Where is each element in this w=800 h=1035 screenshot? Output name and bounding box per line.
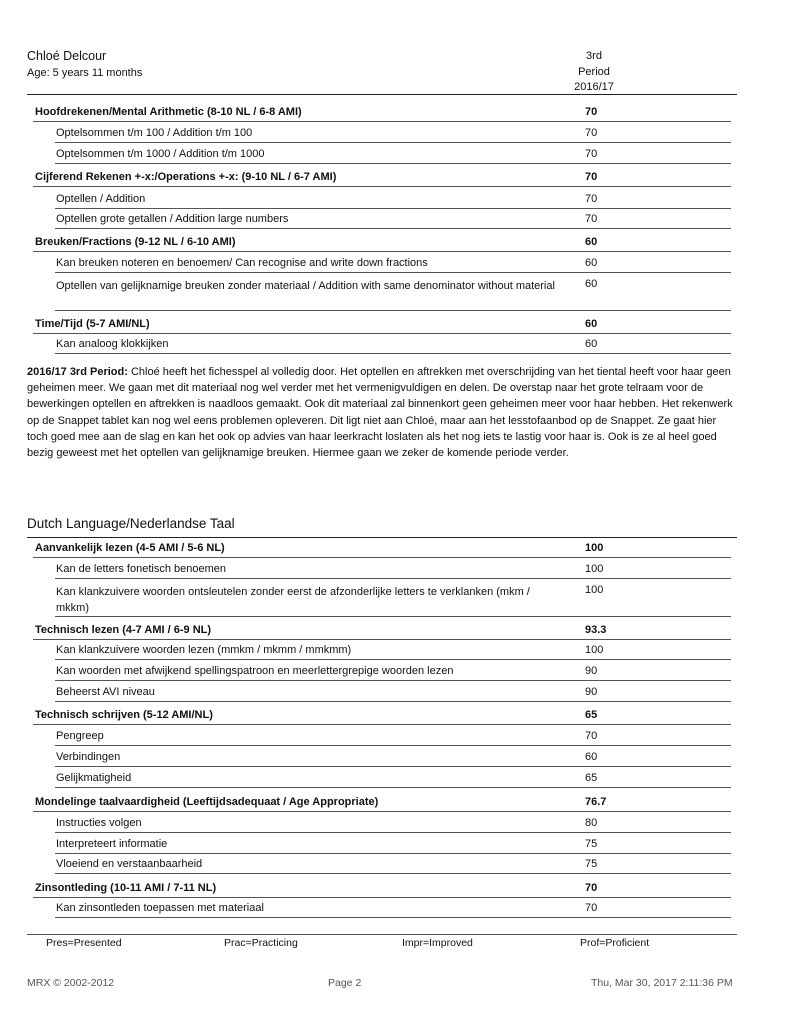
category-label: Aanvankelijk lezen (4-5 AMI / 5-6 NL) <box>35 542 225 554</box>
category-label: Technisch schrijven (5-12 AMI/NL) <box>35 709 213 721</box>
skill-score: 75 <box>585 838 598 850</box>
category-label: Cijferend Rekenen +-x:/Operations +-x: (9-10 NL / 6-7 AMI) <box>35 171 337 183</box>
skill-label: Kan klankzuivere woorden ontsleutelen zonder eerst de afzonderlijke letters te verklanken (mkm / mkkm) <box>56 586 530 614</box>
section-title-dutch: Dutch Language/Nederlandse Taal <box>27 516 235 531</box>
footer-timestamp: Thu, Mar 30, 2017 2:11:36 PM <box>591 977 733 989</box>
header-divider <box>27 94 737 95</box>
skill-label: Optelsommen t/m 1000 / Addition t/m 1000 <box>56 148 265 160</box>
legend-improved: Impr=Improved <box>402 937 473 949</box>
row-underline <box>55 853 731 854</box>
row-underline <box>33 186 731 187</box>
skill-score: 100 <box>585 584 604 596</box>
skill-score: 75 <box>585 858 598 870</box>
skill-label: Verbindingen <box>56 751 121 763</box>
category-score: 60 <box>585 236 598 248</box>
skill-score: 100 <box>585 644 604 656</box>
row-underline <box>55 873 731 874</box>
comment-text: Chloé heeft het fichesspel al volledig door. Het optellen en aftrekken met overschrijding van het tiental heeft voor haar geen geheimen meer. We gaan met dit materiaal nog wel verder met het vermenigvuldigen en delen. De overstap naar het grote telraam voor de bewerkingen optellen en aftrekken is naadloos gemaakt. Ook dit materiaal zal binnenkort geen geheimen meer voor haar hebben. Het rekenwerk op de Snappet tablet kan nog wel eens problemen opleveren. Dit ligt niet aan Chloé, maar aan het lesstofaanbod op de Snappet. Ze gaat hier toch goed mee aan de slag en kan het ook op advies van haar leerkracht loslaten als het nog iets te lastig voor haar is. Ook is ze al heel goed bezig geweest met het optellen van gelijknamige breuken. Hiermee gaan we zeker de komende periode verder. <box>27 366 733 460</box>
legend-proficient: Prof=Proficient <box>580 937 650 949</box>
skill-score: 90 <box>585 665 598 677</box>
skill-label: Gelijkmatigheid <box>56 772 132 784</box>
row-underline <box>55 787 731 788</box>
category-score: 65 <box>585 709 598 721</box>
category-label: Time/Tijd (5-7 AMI/NL) <box>35 318 150 330</box>
category-label: Zinsontleding (10-11 AMI / 7-11 NL) <box>35 882 217 894</box>
row-underline <box>33 251 731 252</box>
category-label: Breuken/Fractions (9-12 NL / 6-10 AMI) <box>35 236 236 248</box>
category-score: 60 <box>585 318 598 330</box>
row-underline <box>33 557 731 558</box>
skill-score: 70 <box>585 730 598 742</box>
legend-presented: Pres=Presented <box>46 937 122 949</box>
skill-label: Optellen van gelijknamige breuken zonder materiaal / Addition with same denominator without material <box>56 280 555 292</box>
skill-score: 60 <box>585 338 598 350</box>
skill-label: Kan breuken noteren en benoemen/ Can recognise and write down fractions <box>56 257 428 269</box>
skill-score: 70 <box>585 902 598 914</box>
row-underline <box>33 897 731 898</box>
student-age: Age: 5 years 11 months <box>27 67 143 79</box>
legend-divider <box>27 934 737 935</box>
skill-label: Optelsommen t/m 100 / Addition t/m 100 <box>56 127 253 139</box>
skill-score: 70 <box>585 127 598 139</box>
row-underline <box>55 353 731 354</box>
category-label: Mondelinge taalvaardigheid (Leeftijdsadequaat / Age Appropriate) <box>35 796 379 808</box>
row-underline <box>33 639 731 640</box>
period-header <box>555 49 633 96</box>
row-underline <box>55 578 731 579</box>
category-score: 76.7 <box>585 796 607 808</box>
skill-label: Kan analoog klokkijken <box>56 338 169 350</box>
comment-prefix: 2016/17 3rd Period: <box>27 366 128 378</box>
row-underline <box>33 811 731 812</box>
skill-label: Pengreep <box>56 730 104 742</box>
skill-score: 80 <box>585 817 598 829</box>
skill-score: 60 <box>585 751 598 763</box>
skill-score: 65 <box>585 772 598 784</box>
legend-practicing: Prac=Practicing <box>224 937 298 949</box>
skill-score: 70 <box>585 193 598 205</box>
section-divider <box>27 537 737 538</box>
category-score: 93.3 <box>585 624 607 636</box>
teacher-comment <box>27 364 739 461</box>
skill-score: 70 <box>585 148 598 160</box>
skill-label: Instructies volgen <box>56 817 142 829</box>
row-underline <box>55 680 731 681</box>
row-underline <box>55 228 731 229</box>
skill-label: Kan zinsontleden toepassen met materiaal <box>56 902 264 914</box>
category-score: 100 <box>585 542 604 554</box>
period-ordinal: 3rd <box>586 50 602 62</box>
period-word: Period <box>578 65 610 78</box>
skill-score: 60 <box>585 278 598 290</box>
category-score: 70 <box>585 106 598 118</box>
footer-page-number: Page 2 <box>328 977 362 989</box>
row-underline <box>55 766 731 767</box>
row-underline <box>55 163 731 164</box>
row-underline <box>55 616 731 617</box>
skill-label: Kan de letters fonetisch benoemen <box>56 563 227 575</box>
category-score: 70 <box>585 882 598 894</box>
row-underline <box>33 724 731 725</box>
row-underline <box>55 659 731 660</box>
row-underline <box>55 701 731 702</box>
category-label: Technisch lezen (4-7 AMI / 6-9 NL) <box>35 624 212 636</box>
student-name: Chloé Delcour <box>27 49 107 63</box>
skill-label: Optellen / Addition <box>56 193 146 205</box>
category-score: 70 <box>585 171 598 183</box>
row-underline <box>33 121 731 122</box>
period-year: 2016/17 <box>574 81 614 93</box>
footer-copyright: MRX © 2002-2012 <box>27 977 115 989</box>
row-underline <box>55 917 731 918</box>
row-underline <box>55 272 731 273</box>
skill-score: 70 <box>585 213 598 225</box>
skill-score: 90 <box>585 686 598 698</box>
skill-score: 60 <box>585 257 598 269</box>
skill-label: Optellen grote getallen / Addition large numbers <box>56 213 289 225</box>
row-underline <box>55 142 731 143</box>
row-underline <box>55 745 731 746</box>
skill-label: Interpreteert informatie <box>56 838 168 850</box>
row-underline <box>55 310 731 311</box>
skill-label: Beheerst AVI niveau <box>56 686 155 698</box>
skill-label: Kan klankzuivere woorden lezen (mmkm / mkmm / mmkmm) <box>56 644 352 656</box>
row-underline <box>55 208 731 209</box>
row-underline <box>55 832 731 833</box>
category-label: Hoofdrekenen/Mental Arithmetic (8-10 NL / 6-8 AMI) <box>35 106 302 118</box>
row-underline <box>33 333 731 334</box>
skill-score: 100 <box>585 563 604 575</box>
skill-label: Kan woorden met afwijkend spellingspatroon en meerlettergrepige woorden lezen <box>56 665 454 677</box>
skill-label: Vloeiend en verstaanbaarheid <box>56 858 203 870</box>
